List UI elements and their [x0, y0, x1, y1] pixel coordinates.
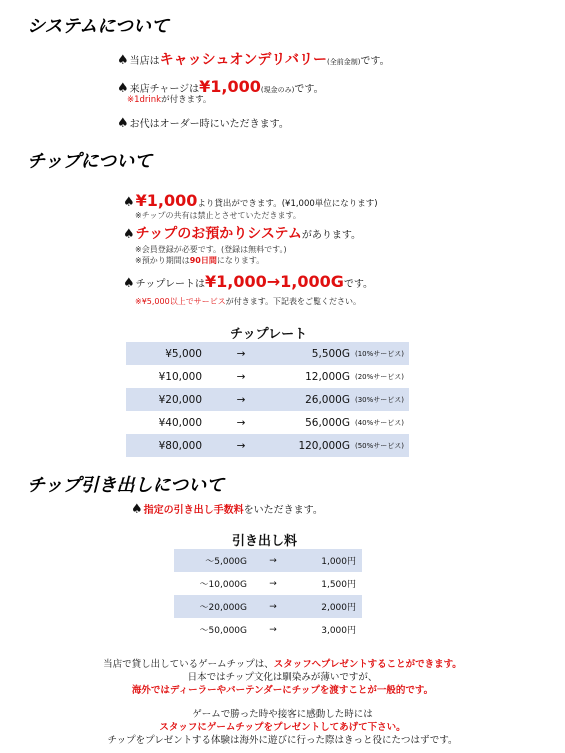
system-line-3: ♠お代はオーダー時にいただきます。 — [117, 116, 289, 131]
range-cell: ～10,000G — [199, 580, 247, 590]
arrow-cell: → — [202, 388, 280, 411]
fee-cell: 1,000円 — [299, 549, 362, 572]
table-row — [174, 549, 362, 572]
yen-cell: ¥20,000 — [126, 388, 202, 411]
arrow-cell: → — [247, 595, 299, 618]
chip-rate-table — [126, 342, 409, 457]
chip-line-3-note: ※¥5,000以上でサービスが付きます。下記表をご覧ください。 — [135, 297, 362, 306]
range-cell: ～5,000G — [174, 549, 247, 572]
chip-line-2: ♠チップのお預かりシステムがあります。 — [123, 226, 362, 242]
fee-cell: 3,000円 — [321, 626, 356, 636]
chip-value-cell: 26,000G — [280, 388, 350, 411]
chip-heading: チップについて — [27, 151, 153, 172]
chip-rate-caption: チップレート — [230, 327, 308, 342]
system-line-2-note: ※1drinkが付きます。 — [127, 95, 212, 105]
chip-line-1-note: ※チップの共有は禁止とさせていただきます。 — [135, 211, 301, 220]
arrow-cell: → — [202, 342, 280, 365]
footer-line-1: 当店で貸し出しているゲームチップは、スタッフへプレゼントすることができます。 — [103, 659, 462, 670]
service-cell: (40%サービス) — [354, 418, 405, 427]
table-row — [126, 342, 409, 365]
chip-value-cell: 12,000G — [305, 370, 350, 383]
table-row — [126, 365, 409, 388]
range-cell: ～20,000G — [174, 595, 247, 618]
system-heading: システムについて — [27, 16, 169, 37]
system-line-1: ♠当店はキャッシュオンデリバリー(全前金制)です。 — [117, 52, 390, 68]
range-cell: ～50,000G — [199, 626, 247, 636]
table-row — [174, 618, 362, 641]
table-row — [126, 411, 409, 434]
chip-value-cell: 120,000G — [280, 434, 350, 457]
spade-icon: ♠ — [117, 53, 129, 68]
chip-line-2-note-1: ※会員登録が必要です。(登録は無料です。) — [135, 245, 287, 254]
footer-line-4: ゲームで勝った時や接客に感動した時には — [192, 709, 373, 720]
withdraw-heading: チップ引き出しについて — [27, 475, 225, 496]
footer-line-3: 海外ではディーラーやバーテンダーにチップを渡すことが一般的です。 — [131, 685, 434, 696]
table-row — [174, 595, 362, 618]
service-cell: (20%サービス) — [354, 372, 405, 381]
spade-icon: ♠ — [123, 276, 135, 291]
spade-icon: ♠ — [131, 502, 143, 517]
arrow-cell: → — [269, 578, 277, 589]
withdraw-line-1: ♠指定の引き出し手数料をいただきます。 — [131, 502, 323, 517]
fee-cell: 2,000円 — [299, 595, 362, 618]
service-cell: (50%サービス) — [350, 434, 409, 457]
chip-value-cell: 56,000G — [305, 416, 350, 429]
spade-icon: ♠ — [123, 227, 135, 242]
footer-line-6: チップをプレゼントする体験は海外に遊びに行った際はきっと役にたつはずです。 — [107, 735, 458, 746]
spade-icon: ♠ — [117, 116, 129, 131]
yen-cell: ¥80,000 — [126, 434, 202, 457]
table-row — [126, 388, 409, 411]
spade-icon: ♠ — [123, 195, 135, 210]
yen-cell: ¥10,000 — [158, 370, 202, 383]
arrow-cell: → — [202, 434, 280, 457]
footer-line-2: 日本ではチップ文化は馴染みが薄いですが、 — [187, 672, 378, 683]
arrow-cell: → — [269, 624, 277, 635]
chip-line-2-note-2: ※預かり期間は90日間になります。 — [135, 256, 265, 265]
withdraw-fee-caption: 引き出し料 — [232, 534, 298, 549]
chip-line-1: ♠¥1,000より貸出ができます。(¥1,000単位になります) — [123, 191, 378, 210]
chip-value-cell: 5,500G — [280, 342, 350, 365]
arrow-cell: → — [247, 549, 299, 572]
yen-cell: ¥5,000 — [126, 342, 202, 365]
spade-icon: ♠ — [117, 81, 129, 96]
service-cell: (10%サービス) — [350, 342, 409, 365]
table-row — [126, 434, 409, 457]
footer-line-5: スタッフにゲームチップをプレゼントしてあげて下さい。 — [159, 722, 406, 733]
yen-cell: ¥40,000 — [158, 416, 202, 429]
fee-cell: 1,500円 — [321, 580, 356, 590]
system-line-2: ♠来店チャージは¥1,000(現金のみ)です。 — [117, 77, 324, 96]
arrow-cell: → — [236, 370, 246, 383]
service-cell: (30%サービス) — [350, 388, 409, 411]
arrow-cell: → — [236, 416, 246, 429]
withdraw-fee-table — [174, 549, 362, 641]
table-row — [174, 572, 362, 595]
chip-line-3: ♠チップレートは¥1,000→1,000Gです。 — [123, 272, 374, 291]
